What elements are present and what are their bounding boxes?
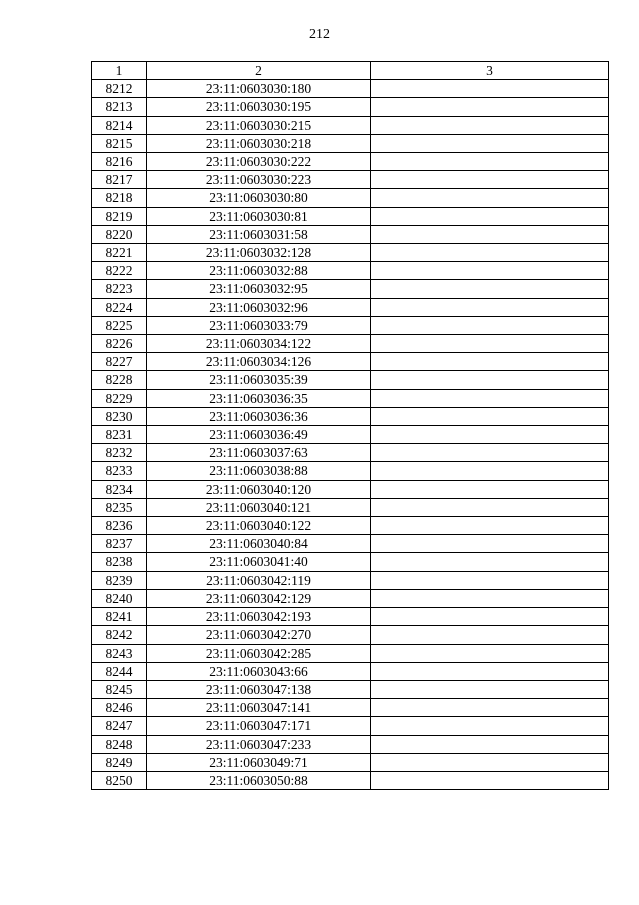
table-row xyxy=(92,80,609,98)
cadastral-number-cell: 23:11:0603040:120 xyxy=(147,480,371,498)
notes-cell xyxy=(371,389,609,407)
table-row xyxy=(92,280,609,298)
cadastral-number-cell: 23:11:0603032:95 xyxy=(147,280,371,298)
table-row xyxy=(92,153,609,171)
table-row xyxy=(92,262,609,280)
notes-cell xyxy=(371,335,609,353)
table-row xyxy=(92,644,609,662)
row-number-cell: 8218 xyxy=(92,189,147,207)
table-row xyxy=(92,753,609,771)
table-row xyxy=(92,207,609,225)
notes-cell xyxy=(371,480,609,498)
row-number-cell: 8234 xyxy=(92,480,147,498)
row-number-cell: 8236 xyxy=(92,517,147,535)
row-number-cell: 8216 xyxy=(92,153,147,171)
row-number-cell: 8219 xyxy=(92,207,147,225)
row-number-cell: 8246 xyxy=(92,699,147,717)
table-row xyxy=(92,699,609,717)
notes-cell xyxy=(371,717,609,735)
cadastral-number-cell: 23:11:0603042:270 xyxy=(147,626,371,644)
table-row xyxy=(92,771,609,789)
row-number-cell: 8230 xyxy=(92,407,147,425)
cadastral-number-cell: 23:11:0603030:215 xyxy=(147,116,371,134)
cadastral-number-cell: 23:11:0603032:96 xyxy=(147,298,371,316)
notes-cell xyxy=(371,553,609,571)
table-row xyxy=(92,98,609,116)
row-number-cell: 8232 xyxy=(92,444,147,462)
cadastral-number-cell: 23:11:0603049:71 xyxy=(147,753,371,771)
table-row xyxy=(92,608,609,626)
notes-cell xyxy=(371,171,609,189)
notes-cell xyxy=(371,153,609,171)
cadastral-number-cell: 23:11:0603042:119 xyxy=(147,571,371,589)
row-number-cell: 8212 xyxy=(92,80,147,98)
cadastral-number-cell: 23:11:0603040:122 xyxy=(147,517,371,535)
notes-cell xyxy=(371,353,609,371)
row-number-cell: 8242 xyxy=(92,626,147,644)
row-number-cell: 8225 xyxy=(92,316,147,334)
notes-cell xyxy=(371,134,609,152)
cadastral-number-cell: 23:11:0603030:81 xyxy=(147,207,371,225)
row-number-cell: 8250 xyxy=(92,771,147,789)
table-row xyxy=(92,680,609,698)
table-row xyxy=(92,717,609,735)
notes-cell xyxy=(371,207,609,225)
column-header-2: 2 xyxy=(147,62,371,80)
row-number-cell: 8248 xyxy=(92,735,147,753)
cadastral-number-cell: 23:11:0603035:39 xyxy=(147,371,371,389)
row-number-cell: 8243 xyxy=(92,644,147,662)
notes-cell xyxy=(371,244,609,262)
table-row xyxy=(92,626,609,644)
table-row xyxy=(92,316,609,334)
row-number-cell: 8213 xyxy=(92,98,147,116)
table-row xyxy=(92,407,609,425)
notes-cell xyxy=(371,626,609,644)
table-row xyxy=(92,735,609,753)
row-number-cell: 8224 xyxy=(92,298,147,316)
row-number-cell: 8249 xyxy=(92,753,147,771)
notes-cell xyxy=(371,98,609,116)
table-row xyxy=(92,335,609,353)
notes-cell xyxy=(371,280,609,298)
column-header-1: 1 xyxy=(92,62,147,80)
cadastral-number-cell: 23:11:0603050:88 xyxy=(147,771,371,789)
notes-cell xyxy=(371,298,609,316)
row-number-cell: 8233 xyxy=(92,462,147,480)
notes-cell xyxy=(371,316,609,334)
cadastral-number-cell: 23:11:0603030:195 xyxy=(147,98,371,116)
table-row xyxy=(92,517,609,535)
cadastral-number-cell: 23:11:0603040:84 xyxy=(147,535,371,553)
row-number-cell: 8235 xyxy=(92,498,147,516)
cadastral-number-cell: 23:11:0603034:126 xyxy=(147,353,371,371)
notes-cell xyxy=(371,771,609,789)
cadastral-number-cell: 23:11:0603030:222 xyxy=(147,153,371,171)
cadastral-number-cell: 23:11:0603036:35 xyxy=(147,389,371,407)
cadastral-number-cell: 23:11:0603031:58 xyxy=(147,225,371,243)
notes-cell xyxy=(371,662,609,680)
table-row xyxy=(92,353,609,371)
cadastral-number-cell: 23:11:0603030:180 xyxy=(147,80,371,98)
notes-cell xyxy=(371,426,609,444)
cadastral-number-cell: 23:11:0603032:88 xyxy=(147,262,371,280)
row-number-cell: 8244 xyxy=(92,662,147,680)
table-row xyxy=(92,444,609,462)
notes-cell xyxy=(371,225,609,243)
table-row xyxy=(92,298,609,316)
table-row xyxy=(92,189,609,207)
row-number-cell: 8240 xyxy=(92,589,147,607)
notes-cell xyxy=(371,680,609,698)
page-number: 212 xyxy=(309,27,330,42)
cadastral-number-cell: 23:11:0603032:128 xyxy=(147,244,371,262)
cadastral-table xyxy=(91,61,609,790)
notes-cell xyxy=(371,699,609,717)
row-number-cell: 8231 xyxy=(92,426,147,444)
row-number-cell: 8221 xyxy=(92,244,147,262)
cadastral-number-cell: 23:11:0603042:193 xyxy=(147,608,371,626)
row-number-cell: 8228 xyxy=(92,371,147,389)
cadastral-number-cell: 23:11:0603030:80 xyxy=(147,189,371,207)
table-body xyxy=(92,80,609,790)
notes-cell xyxy=(371,407,609,425)
notes-cell xyxy=(371,644,609,662)
table-row xyxy=(92,171,609,189)
table-header-row xyxy=(92,62,609,80)
table-row xyxy=(92,662,609,680)
cadastral-number-cell: 23:11:0603047:138 xyxy=(147,680,371,698)
cadastral-number-cell: 23:11:0603042:129 xyxy=(147,589,371,607)
table-row xyxy=(92,535,609,553)
row-number-cell: 8229 xyxy=(92,389,147,407)
notes-cell xyxy=(371,116,609,134)
notes-cell xyxy=(371,753,609,771)
row-number-cell: 8237 xyxy=(92,535,147,553)
cadastral-number-cell: 23:11:0603040:121 xyxy=(147,498,371,516)
table-row xyxy=(92,462,609,480)
notes-cell xyxy=(371,444,609,462)
row-number-cell: 8227 xyxy=(92,353,147,371)
cadastral-number-cell: 23:11:0603036:49 xyxy=(147,426,371,444)
notes-cell xyxy=(371,80,609,98)
table-row xyxy=(92,134,609,152)
table-row xyxy=(92,244,609,262)
cadastral-number-cell: 23:11:0603030:223 xyxy=(147,171,371,189)
row-number-cell: 8214 xyxy=(92,116,147,134)
notes-cell xyxy=(371,189,609,207)
cadastral-number-cell: 23:11:0603038:88 xyxy=(147,462,371,480)
table-row xyxy=(92,225,609,243)
row-number-cell: 8220 xyxy=(92,225,147,243)
cadastral-number-cell: 23:11:0603047:233 xyxy=(147,735,371,753)
row-number-cell: 8239 xyxy=(92,571,147,589)
notes-cell xyxy=(371,589,609,607)
cadastral-number-cell: 23:11:0603037:63 xyxy=(147,444,371,462)
row-number-cell: 8238 xyxy=(92,553,147,571)
notes-cell xyxy=(371,371,609,389)
cadastral-number-cell: 23:11:0603033:79 xyxy=(147,316,371,334)
table-row xyxy=(92,426,609,444)
row-number-cell: 8241 xyxy=(92,608,147,626)
cadastral-number-cell: 23:11:0603041:40 xyxy=(147,553,371,571)
cadastral-number-cell: 23:11:0603047:171 xyxy=(147,717,371,735)
cadastral-number-cell: 23:11:0603047:141 xyxy=(147,699,371,717)
notes-cell xyxy=(371,571,609,589)
table-row xyxy=(92,389,609,407)
table-row xyxy=(92,480,609,498)
row-number-cell: 8247 xyxy=(92,717,147,735)
notes-cell xyxy=(371,535,609,553)
table-row xyxy=(92,116,609,134)
column-header-3: 3 xyxy=(371,62,609,80)
cadastral-number-cell: 23:11:0603034:122 xyxy=(147,335,371,353)
notes-cell xyxy=(371,517,609,535)
cadastral-number-cell: 23:11:0603042:285 xyxy=(147,644,371,662)
table-row xyxy=(92,553,609,571)
row-number-cell: 8222 xyxy=(92,262,147,280)
cadastral-number-cell: 23:11:0603043:66 xyxy=(147,662,371,680)
notes-cell xyxy=(371,462,609,480)
table-row xyxy=(92,371,609,389)
notes-cell xyxy=(371,608,609,626)
notes-cell xyxy=(371,262,609,280)
notes-cell xyxy=(371,735,609,753)
row-number-cell: 8217 xyxy=(92,171,147,189)
cadastral-number-cell: 23:11:0603036:36 xyxy=(147,407,371,425)
notes-cell xyxy=(371,498,609,516)
table-row xyxy=(92,498,609,516)
cadastral-number-cell: 23:11:0603030:218 xyxy=(147,134,371,152)
row-number-cell: 8226 xyxy=(92,335,147,353)
row-number-cell: 8215 xyxy=(92,134,147,152)
table-row xyxy=(92,571,609,589)
row-number-cell: 8223 xyxy=(92,280,147,298)
row-number-cell: 8245 xyxy=(92,680,147,698)
table-row xyxy=(92,589,609,607)
